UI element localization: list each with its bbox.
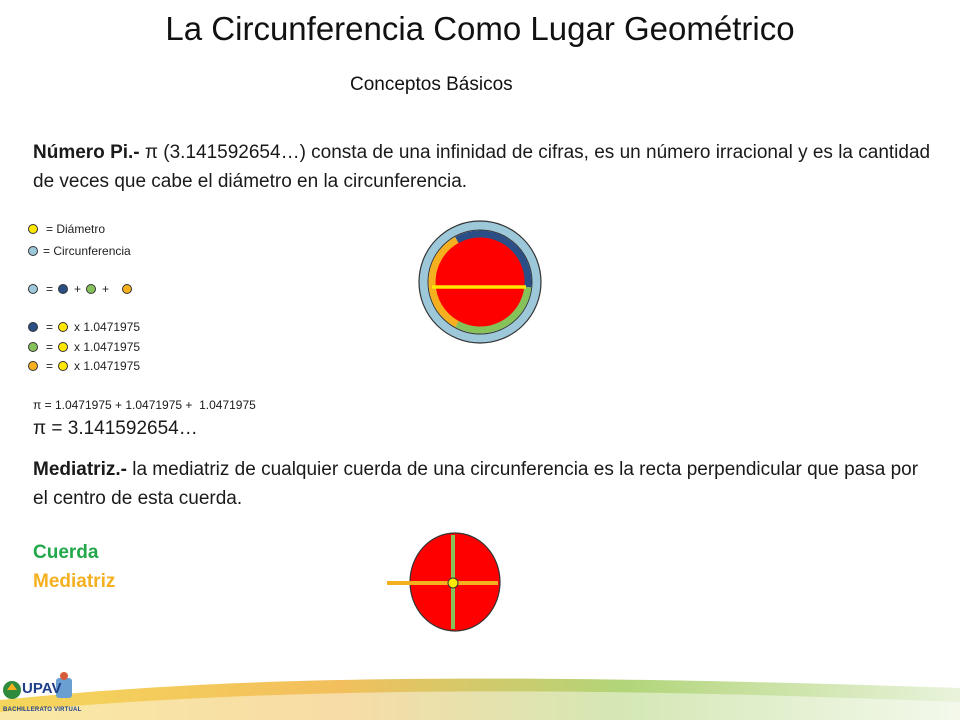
- lightblue-dot-icon: [28, 284, 38, 294]
- legend-circunferencia-label: = Circunferencia: [43, 244, 131, 258]
- legend-mult-2: x 1.0471975: [74, 340, 141, 354]
- navy-dot-icon: [28, 322, 38, 332]
- chord-midpoint: [448, 578, 458, 588]
- yellow-dot-icon: [28, 224, 38, 234]
- yellow-dot-icon: [58, 322, 68, 332]
- pi-text: π (3.141592654…) consta de una infinidad de cifras, es un número irracional y es la cantidad de veces que cabe el diámetro en la circunferencia.: [33, 142, 931, 192]
- legend-diametro-label: = Diámetro: [46, 222, 106, 236]
- lightblue-dot-icon: [28, 246, 38, 256]
- pi-circle-diagram: [418, 215, 548, 355]
- legend-navy-row: = x 1.0471975: [28, 320, 140, 334]
- green-dot-icon: [28, 342, 38, 352]
- orange-dot-icon: [28, 361, 38, 371]
- pi-paragraph: [33, 138, 933, 196]
- green-dot-icon: [86, 284, 96, 294]
- footer-band: [0, 660, 960, 720]
- page-subtitle: Conceptos Básicos: [350, 74, 513, 95]
- legend-green-row: = x 1.0471975: [28, 340, 140, 354]
- legend-plus-1: +: [74, 282, 82, 296]
- logo-name: UPAV: [22, 680, 62, 697]
- pi-result: π = 3.141592654…: [33, 418, 198, 439]
- legend-sum-row: [28, 282, 132, 296]
- mediatriz-diagram: [385, 532, 515, 632]
- legend-plus-2: +: [102, 282, 110, 296]
- legend-diametro: [28, 222, 105, 236]
- legend-orange-row: = x 1.0471975: [28, 359, 140, 373]
- pi-term: Número Pi.-: [33, 142, 140, 163]
- cuerda-label: Cuerda: [33, 542, 99, 563]
- mediatriz-label: Mediatriz: [33, 571, 116, 592]
- mediatriz-text: la mediatriz de cualquier cuerda de una circunferencia es la recta perpendicular que pasa por el centro de esta cuerda.: [33, 459, 919, 509]
- legend-circunferencia: [28, 244, 131, 258]
- pi-sum: π = 1.0471975 + 1.0471975 + 1.0471975: [33, 398, 256, 412]
- yellow-dot-icon: [58, 342, 68, 352]
- legend-mult-1: x 1.0471975: [74, 320, 141, 334]
- page-title: La Circunferencia Como Lugar Geométrico: [165, 10, 795, 47]
- logo-caption: BACHILLERATO VIRTUAL: [3, 707, 82, 713]
- navy-dot-icon: [58, 284, 68, 294]
- mediatriz-term: Mediatriz.-: [33, 459, 127, 480]
- orange-dot-icon: [122, 284, 132, 294]
- yellow-dot-icon: [58, 361, 68, 371]
- legend-eq: =: [46, 282, 54, 296]
- mediatriz-paragraph: [33, 455, 933, 513]
- legend-mult-3: x 1.0471975: [74, 359, 141, 373]
